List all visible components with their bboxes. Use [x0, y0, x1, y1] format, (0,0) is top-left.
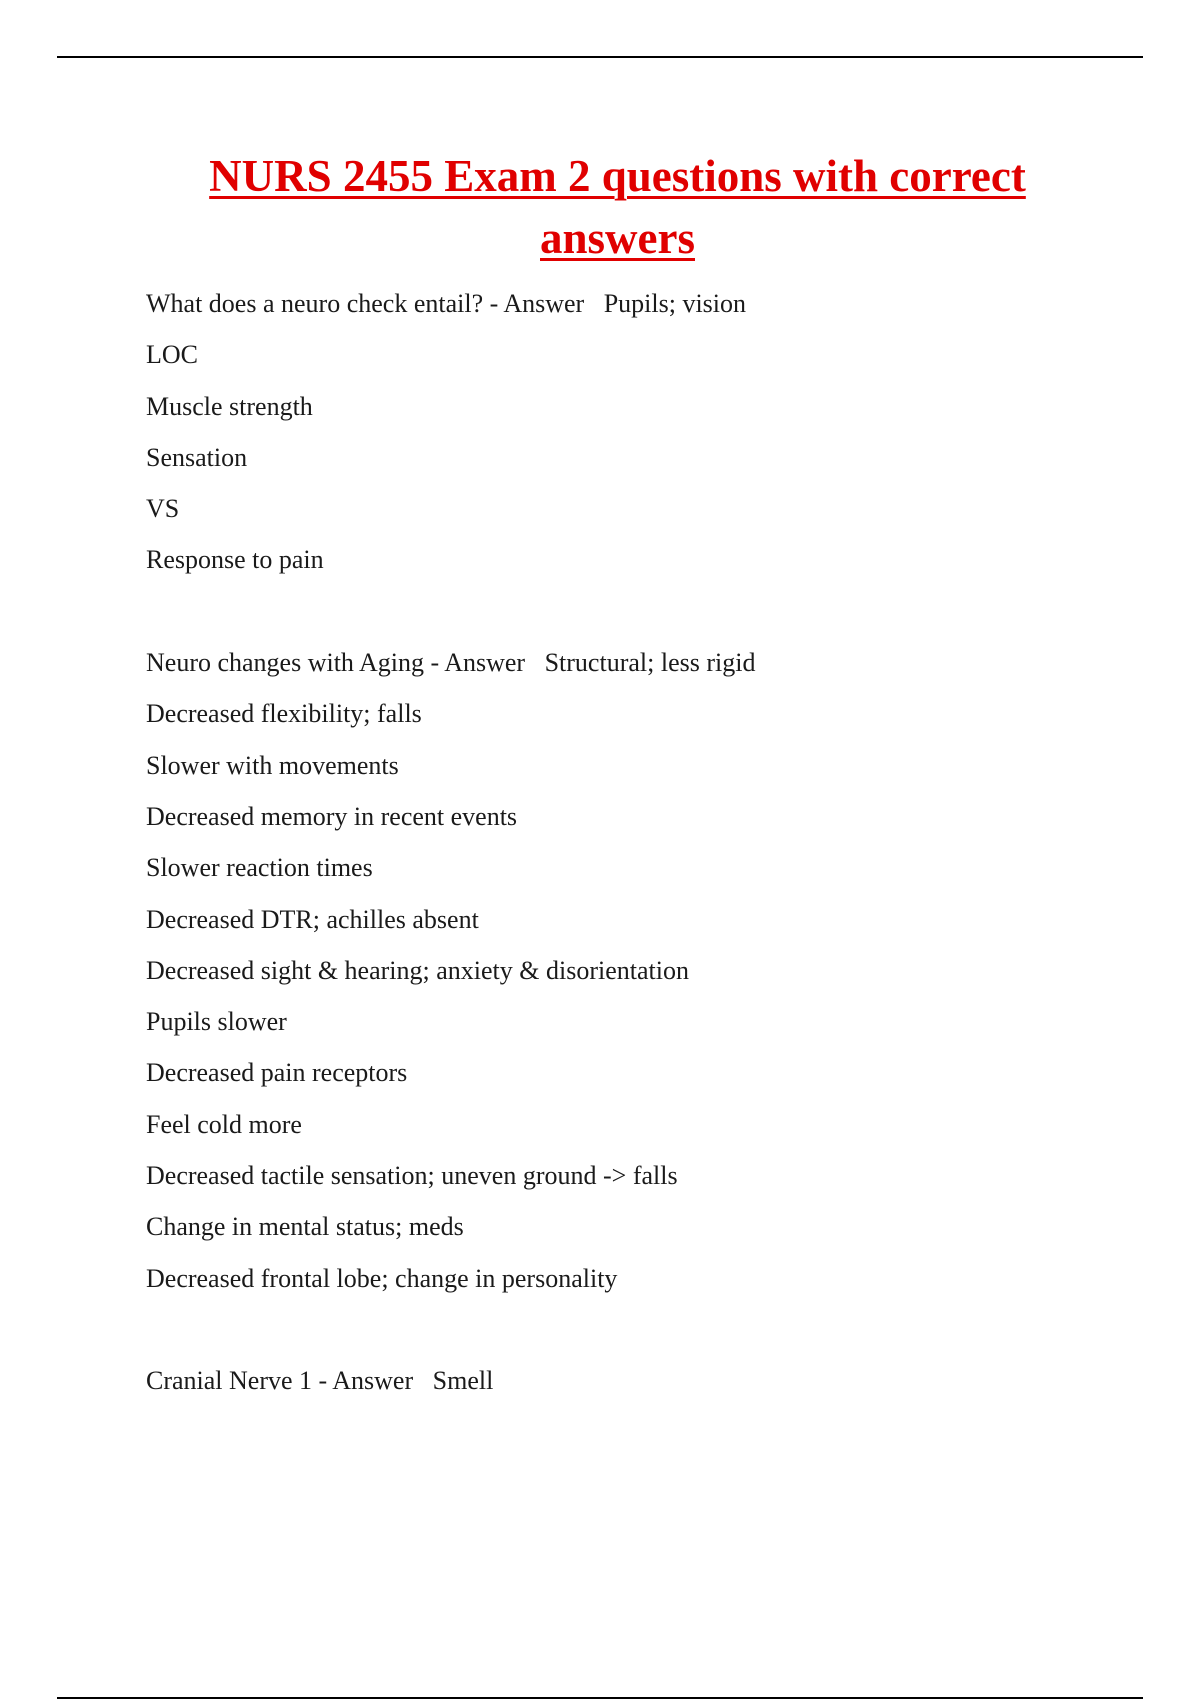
bottom-rule	[57, 1697, 1143, 1699]
text-line: Decreased frontal lobe; change in personality	[146, 1263, 618, 1293]
text-line: Decreased sight & hearing; anxiety & disorientation	[146, 955, 689, 985]
text-line: Cranial Nerve 1 - Answer Smell	[146, 1366, 494, 1396]
text-line: Slower with movements	[146, 750, 399, 780]
document-body	[146, 278, 1106, 1407]
text-line: Neuro changes with Aging - Answer Structural; less rigid	[146, 648, 756, 678]
text-line: Decreased memory in recent events	[146, 801, 518, 831]
blank-line	[146, 1304, 1106, 1355]
text-line: Feel cold more	[146, 1109, 302, 1139]
text-line: Decreased pain receptors	[146, 1058, 408, 1088]
text-line: Slower reaction times	[146, 853, 373, 883]
blank-line	[146, 586, 1106, 637]
text-line: VS	[146, 494, 180, 524]
text-line: LOC	[146, 340, 198, 370]
text-line: Response to pain	[146, 545, 324, 575]
text-line: Pupils slower	[146, 1007, 287, 1037]
text-line: Sensation	[146, 442, 248, 472]
text-line: Muscle strength	[146, 391, 313, 421]
text-line: Decreased flexibility; falls	[146, 699, 422, 729]
text-line: Decreased tactile sensation; uneven ground -> falls	[146, 1161, 678, 1191]
document-title: NURS 2455 Exam 2 questions with correct answers	[209, 151, 1026, 263]
text-line: Change in mental status; meds	[146, 1212, 464, 1242]
text-line: Decreased DTR; achilles absent	[146, 904, 479, 934]
text-line: What does a neuro check entail? - Answer Pupils; vision	[146, 289, 747, 318]
